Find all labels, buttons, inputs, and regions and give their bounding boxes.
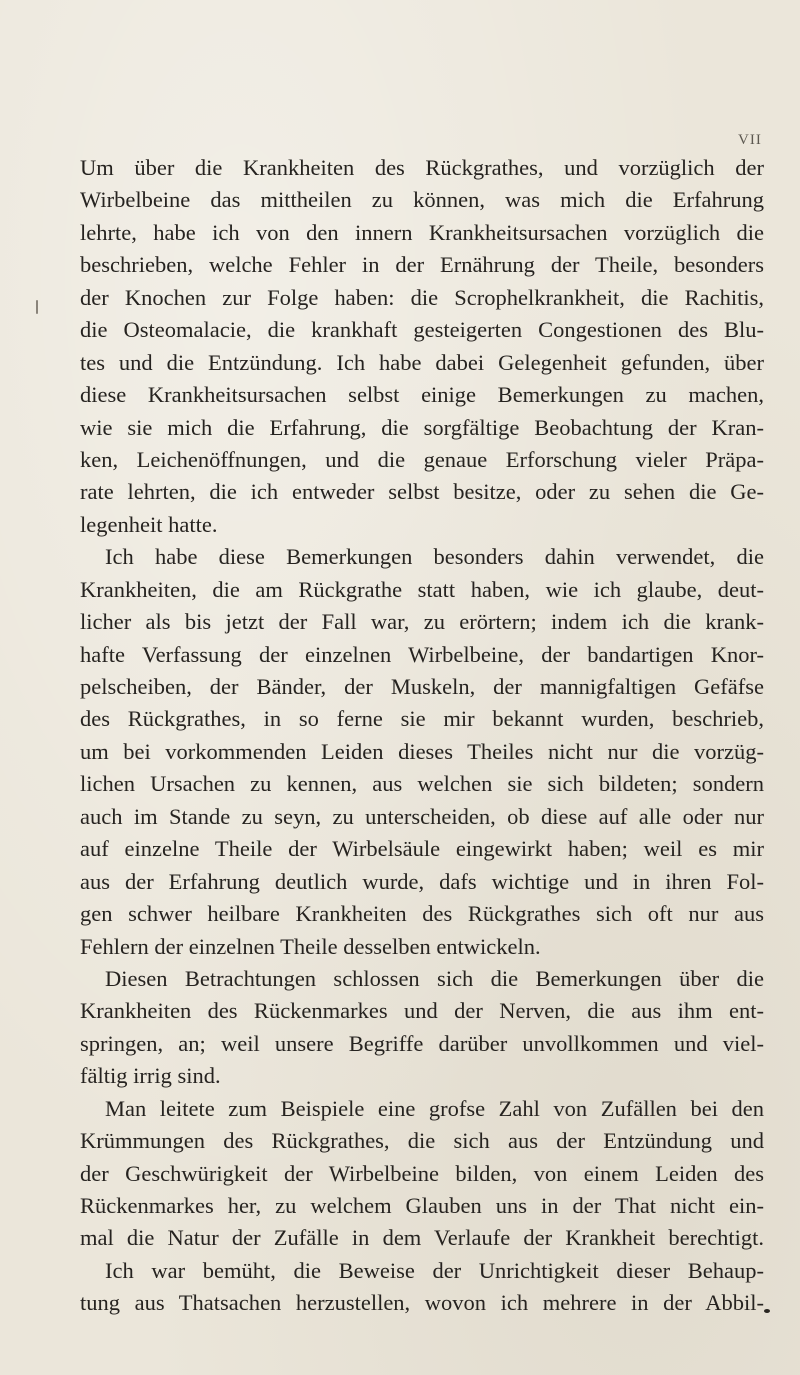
text-line: Um über die Krankheiten des Rückgrathes, und vorzüglich der xyxy=(80,155,764,180)
text-line: Rückenmarkes her, zu welchem Glauben uns in der That nicht ein- xyxy=(80,1193,764,1218)
text-line: diese Krankheitsursachen selbst einige Bemerkungen zu machen, xyxy=(80,382,764,408)
page-number: VII xyxy=(738,132,762,148)
text-line: auf einzelne Theile der Wirbelsäule eingewirkt haben; weil es mir xyxy=(80,836,764,862)
text-line: Krankheiten des Rückenmarkes und der Nerven, die aus ihm ent- xyxy=(80,998,764,1024)
text-line: lichen Ursachen zu kennen, aus welchen sie sich bildeten; sondern xyxy=(80,771,764,797)
text-line: tes und die Entzündung. Ich habe dabei Gelegenheit gefunden, über xyxy=(80,349,764,375)
text-line: mal die Natur der Zufälle in dem Verlaufe der Krankheit berechtigt. xyxy=(80,1225,764,1251)
text-line: pelscheiben, der Bänder, der Muskeln, der mannigfaltigen Gefäfse xyxy=(80,674,764,699)
text-line: Wirbelbeine das mittheilen zu können, was mich die Erfahrung xyxy=(80,187,764,213)
text-line: ken, Leichenöffnungen, und die genaue Erforschung vieler Präpa- xyxy=(80,446,764,472)
text-line: die Osteomalacie, die krankhaft gesteigerten Congestionen des Blu- xyxy=(80,317,764,343)
text-line: Ich war bemüht, die Beweise der Unrichtigkeit dieser Behaup- xyxy=(105,1257,764,1283)
text-line: des Rückgrathes, in so ferne sie mir bekannt wurden, beschrieb, xyxy=(80,706,764,732)
text-line: rate lehrten, die ich entweder selbst besitze, oder zu sehen die Ge- xyxy=(80,479,764,505)
text-line: Fehlern der einzelnen Theile desselben entwickeln. xyxy=(80,933,541,959)
text-line: fältig irrig sind. xyxy=(80,1063,221,1089)
text-line: aus der Erfahrung deutlich wurde, dafs wichtige und in ihren Fol- xyxy=(80,868,764,894)
text-line: Diesen Betrachtungen schlossen sich die Bemerkungen über die xyxy=(105,965,764,991)
text-line: hafte Verfassung der einzelnen Wirbelbeine, der bandartigen Knor- xyxy=(80,641,764,667)
text-line: Man leitete zum Beispiele eine grofse Zahl von Zufällen bei den xyxy=(105,1095,764,1121)
text-line: der Knochen zur Folge haben: die Scrophelkrankheit, die Rachitis, xyxy=(80,284,764,310)
body-text xyxy=(80,152,764,1320)
text-line: lehrte, habe ich von den innern Krankheitsursachen vorzüglich die xyxy=(80,219,764,245)
text-line: um bei vorkommenden Leiden dieses Theiles nicht nur die vorzüg- xyxy=(80,738,764,764)
text-line: Ich habe diese Bemerkungen besonders dahin verwendet, die xyxy=(105,544,764,570)
text-line: Krümmungen des Rückgrathes, die sich aus der Entzündung und xyxy=(80,1128,764,1154)
text-line: Krankheiten, die am Rückgrathe statt haben, wie ich glaube, deut- xyxy=(80,576,764,602)
text-line: der Geschwürigkeit der Wirbelbeine bilden, von einem Leiden des xyxy=(80,1160,764,1186)
text-line: licher als bis jetzt der Fall war, zu erörtern; indem ich die krank- xyxy=(80,609,764,635)
ink-speck xyxy=(764,1309,770,1313)
text-line: tung aus Thatsachen herzustellen, wovon ich mehrere in der Abbil- xyxy=(80,1290,764,1316)
text-line: beschrieben, welche Fehler in der Ernährung der Theile, besonders xyxy=(80,252,764,278)
text-line: wie sie mich die Erfahrung, die sorgfältige Beobachtung der Kran- xyxy=(80,414,764,440)
text-line: legenheit hatte. xyxy=(80,511,218,537)
text-line: springen, an; weil unsere Begriffe darüber unvollkommen und viel- xyxy=(80,1030,764,1056)
text-line: auch im Stande zu seyn, zu unterscheiden, ob diese auf alle oder nur xyxy=(80,803,764,829)
ink-speck xyxy=(36,300,38,314)
text-line: gen schwer heilbare Krankheiten des Rückgrathes sich oft nur aus xyxy=(80,901,764,927)
